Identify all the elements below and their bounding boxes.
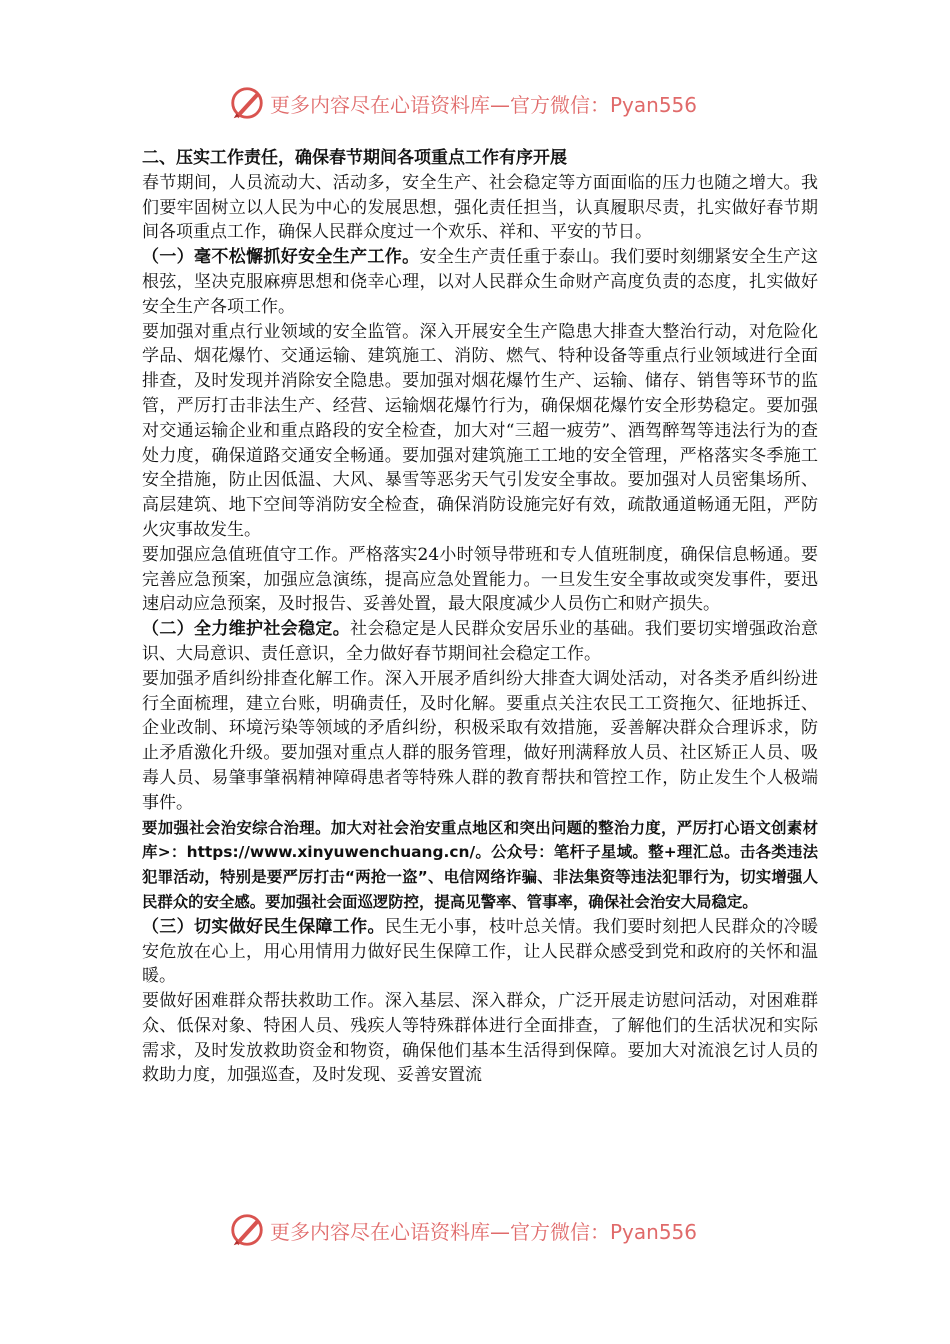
section-1-lead: （一）毫不松懈抓好安全生产工作。 xyxy=(142,247,420,268)
header-banner xyxy=(228,83,728,123)
section-2-lead: （二）全力维护社会稳定。 xyxy=(142,619,351,640)
pen-logo-icon xyxy=(228,84,266,122)
footer-banner xyxy=(228,1210,728,1250)
section-1-text: 安全生产责任重于泰山。我们要时刻绷紧安全生产这根弦，坚决克服麻痹思想和侥幸心理，以对人民群众生命财产高度负责的态度，扎实做好安全生产各项工作。 xyxy=(142,247,819,317)
section-1-paragraph-2: 要加强应急值班值守工作。严格落实24小时领导带班和专人值班制度，确保信息畅通。要完善应急预案，加强应急演练，提高应急处置能力。一旦发生安全事故或突发事件，要迅速启动应急预案，及时报告、妥善处置，最大限度减少人员伤亡和财产损失。 xyxy=(142,544,818,615)
section-3-text: 民生无小事，枝叶总关情。我们要时刻把人民群众的冷暖安危放在心上，用心用情用力做好民生保障工作，让人民群众感受到党和政府的关怀和温暖。 xyxy=(142,916,819,987)
banner-text: 更多内容尽在心语资料库—官方微信：Pyan556 xyxy=(270,92,698,117)
section-3-paragraph-1: 要做好困难群众帮扶救助工作。深入基层、深入群众，广泛开展走访慰问活动，对困难群众、低保对象、特困人员、残疾人等特殊群体进行全面排查，了解他们的生活状况和实际需求，及时发放救助资金和物资，确保他们基本生活得到保障。要加大对流浪乞讨人员的救助力度，加强巡查，及时发现、妥善安置流 xyxy=(142,991,818,1086)
section-1-paragraph xyxy=(142,245,818,319)
section-2-paragraph-2: 要加强社会治安综合治理。加大对社会治安重点地区和突出问题的整治力度，严厉打心语文创素材库>：https://www.xinyuwenchuang.cn/。公众号：笔杆子星域。整+理汇总。击各类违法犯罪活动，特别是要严厉打击“两抢一盗”、电信网络诈骗、非法集资等违法犯罪行为，切实增强人民群众的安全感。要加强社会面巡逻防控，提高见警率、管事率，确保社会治安大局稳定。 xyxy=(142,818,818,911)
section-heading: 二、压实工作责任，确保春节期间各项重点工作有序开展 xyxy=(142,148,567,168)
section-3-lead: （三）切实做好民生保障工作。 xyxy=(142,916,385,937)
document-body xyxy=(142,146,818,1088)
section-2-paragraph-1: 要加强矛盾纠纷排查化解工作。深入开展矛盾纠纷大排查大调处活动，对各类矛盾纠纷进行全面梳理，建立台账，明确责任，及时化解。要重点关注农民工工资拖欠、征地拆迁、企业改制、环境污染等领域的矛盾纠纷，积极采取有效措施，妥善解决群众合理诉求，防止矛盾激化升级。要加强对重点人群的服务管理，做好刑满释放人员、社区矫正人员、吸毒人员、易肇事肇祸精神障碍患者等特殊人群的教育帮扶和管控工作，防止发生个人极端事件。 xyxy=(142,668,818,813)
section-2-text: 社会稳定是人民群众安居乐业的基础。我们要切实增强政治意识、大局意识、责任意识，全力做好春节期间社会稳定工作。 xyxy=(142,619,819,664)
section-3-paragraph xyxy=(142,915,818,989)
section-2-paragraph xyxy=(142,617,818,667)
banner-text: 更多内容尽在心语资料库—官方微信：Pyan556 xyxy=(270,1219,698,1244)
intro-paragraph: 春节期间，人员流动大、活动多，安全生产、社会稳定等方面面临的压力也随之增大。我们要牢固树立以人民为中心的发展思想，强化责任担当，认真履职尽责，扎实做好春节期间各项重点工作，确保人民群众度过一个欢乐、祥和、平安的节日。 xyxy=(142,172,818,243)
section-1-paragraph-1: 要加强对重点行业领域的安全监管。深入开展安全生产隐患大排查大整治行动，对危险化学品、烟花爆竹、交通运输、建筑施工、消防、燃气、特种设备等重点行业领域进行全面排查，及时发现并消除安全隐患。要加强对烟花爆竹生产、运输、储存、销售等环节的监管，严厉打击非法生产、经营、运输烟花爆竹行为，确保烟花爆竹安全形势稳定。要加强对交通运输企业和重点路段的安全检查，加大对“三超一疲劳”、酒驾醉驾等违法行为的查处力度，确保道路交通安全畅通。要加强对建筑施工工地的安全管理，严格落实冬季施工安全措施，防止因低温、大风、暴雪等恶劣天气引发安全事故。要加强对人员密集场所、高层建筑、地下空间等消防安全检查，确保消防设施完好有效，疏散通道畅通无阻，严防火灾事故发生。 xyxy=(142,321,818,540)
pen-logo-icon xyxy=(228,1211,266,1249)
